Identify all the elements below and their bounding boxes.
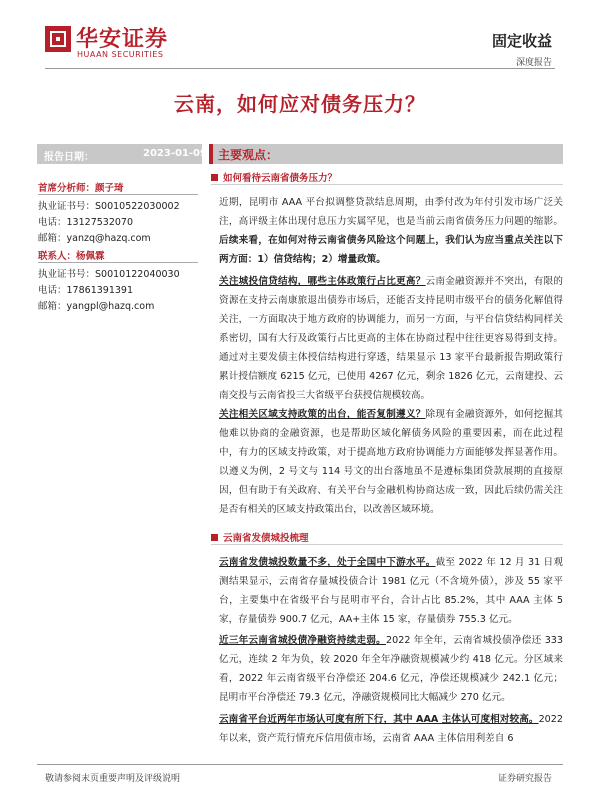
square-bullet-icon [211, 534, 218, 541]
page-title: 云南，如何应对债务压力？ [174, 92, 426, 116]
field-value[interactable]: yanzq@hazq.com [66, 233, 151, 244]
paragraph-lead: 云南省发债城投数量不多，处于全国中下游水平。 [219, 557, 436, 568]
paragraph [219, 193, 563, 269]
paragraph-emphasis: 后续来看，在如何对待云南省债务风险这个问题上，我们认为应当重点关注以下两方面：1）信贷结构；2）增量政策。 [219, 235, 563, 265]
paragraph [219, 405, 563, 519]
analyst-name: 杨佩霖 [76, 251, 105, 262]
paragraph-lead: 关注相关区域支持政策的出台，能否复制遵义？ [219, 409, 426, 420]
field-label: 执业证书号： [38, 201, 96, 212]
field-label: 电话： [38, 217, 67, 228]
analyst-1-license [38, 198, 180, 212]
footer-disclaimer[interactable]: 敬请参阅末页重要声明及评级说明 [45, 774, 181, 784]
paragraph-text: 除现有金融资源外，如何挖掘其他难以协商的金融资源，也是帮助区域化解债务风险的重要因素，而在此过程中，有力的区域支持政策，对于提高地方政府协调能力方面能够发挥显著作用。以遵义为例，2 号文与 114 号文的出台落地虽不是遵标集团贷款展期的直接原因，但有助于有关政府、有关平台与金融机构协商达成一致，因此后续仍需关注是否有相关的区域支持政策出台，以改善区域环境。 [219, 409, 564, 515]
field-label: 执业证书号： [38, 269, 96, 280]
field-value: 17861391391 [66, 285, 134, 296]
footer-label: 证券研究报告 [497, 774, 552, 784]
field-label: 邮箱： [38, 301, 67, 312]
section-heading-text: 云南省发债城投梳理 [223, 533, 309, 544]
section-heading-text: 如何看待云南省债务压力？ [223, 173, 338, 184]
key-points-title: 主要观点： [218, 148, 279, 162]
paragraph [219, 631, 563, 707]
field-value: S0010122040030 [95, 269, 180, 280]
field-value: 13127532070 [66, 217, 134, 228]
paragraph-text: 截至 2022 年 12 月 31 日观测结果显示，云南省存量城投债合计 1981 亿元（不含境外债），涉及 55 家平台，主要集中在省级平台与昆明市平台，合计占比 85.2%，其中 AAA 主体 5 家，存量债券 900.7 亿元，AA+主体 15 家，存量债券 755.3 亿元。 [219, 557, 563, 625]
paragraph-lead: 近三年云南省城投债净融资持续走弱。 [219, 635, 387, 646]
paragraph-lead: 云南省平台近两年市场认可度有所下行，其中 AAA 主体认可度相对较高。 [219, 714, 539, 725]
paragraph-text: 近期，昆明市 AAA 平台拟调整贷款结息周期，由季付改为年付引发市场广泛关注，高评级主体出现付息压力实属罕见，也是当前云南省债务压力问题的缩影。 [219, 197, 563, 227]
analyst-1-role [38, 180, 124, 194]
paragraph-lead: 关注城投信贷结构，哪些主体政策行占比更高？ [219, 276, 426, 287]
report-subtype: 深度报告 [515, 58, 552, 68]
date-label: 报告日期： [44, 152, 94, 163]
analyst-1-phone [38, 214, 133, 228]
field-label: 电话： [38, 285, 67, 296]
section-divider [211, 184, 563, 185]
paragraph-text: 2022 年全年，云南省城投债净偿还 333 亿元，连续 2 年为负，较 2020 年全年净融资规模减少约 418 亿元。分区域来看，2022 年云南省级平台净偿还 204.6 亿元，净偿还规模减少 242.1 亿元；昆明市平台净偿还 79.3 亿元，净融资规模同比大幅减少 270 亿元。 [219, 635, 564, 703]
analyst-role-label: 首席分析师： [38, 183, 96, 194]
field-label: 邮箱： [38, 233, 67, 244]
paragraph [219, 553, 563, 629]
date-value: 2023-01-09 [143, 148, 207, 159]
paragraph [219, 272, 563, 405]
field-value[interactable]: yangpl@hazq.com [66, 301, 155, 312]
analyst-role-label: 联系人： [38, 251, 77, 262]
paragraph-text: 云南金融资源并不突出，有限的资源在支持云南康旅退出债券市场后，还能否支持昆明市级平台的债务化解值得关注，一方面取决于地方政府的协调能力，而另一方面，与平台信贷结构同样关系密切，国有大行及政策行占比更高的主体在协商过程中往往更容易得到支持。通过对主要发债主体授信结构进行穿透，结果显示 13 家平台最新报告期政策行累计授信额度 6215 亿元，已使用 4267 亿元，剩余 1826 亿元，云南建投、云南交投与云南省投三大省级平台获授信规模较高。 [219, 276, 564, 401]
logo-icon [45, 26, 71, 52]
analyst-2-role [38, 248, 105, 262]
analyst-1-email [38, 230, 151, 244]
paragraph [219, 710, 563, 748]
divider [38, 194, 198, 195]
section-heading [211, 170, 337, 184]
square-bullet-icon [211, 174, 218, 181]
logo-text: 华安证券 [76, 26, 169, 52]
header-divider [45, 68, 555, 69]
paragraph-text: 2022 年以来，资产荒行情充斥信用债市场，云南省 AAA 主体信用利差自 6 [219, 714, 563, 744]
report-type: 固定收益 [491, 32, 552, 50]
section-divider [211, 544, 563, 545]
divider [38, 262, 198, 263]
analyst-2-email [38, 298, 154, 312]
analyst-2-license [38, 266, 180, 280]
analyst-2-phone [38, 282, 133, 296]
section-heading [211, 530, 309, 544]
field-value: S0010522030002 [95, 201, 180, 212]
logo-subtext: HUAAN SECURITIES [77, 50, 164, 59]
footer-divider [37, 764, 563, 765]
analyst-name: 颜子琦 [95, 183, 124, 194]
